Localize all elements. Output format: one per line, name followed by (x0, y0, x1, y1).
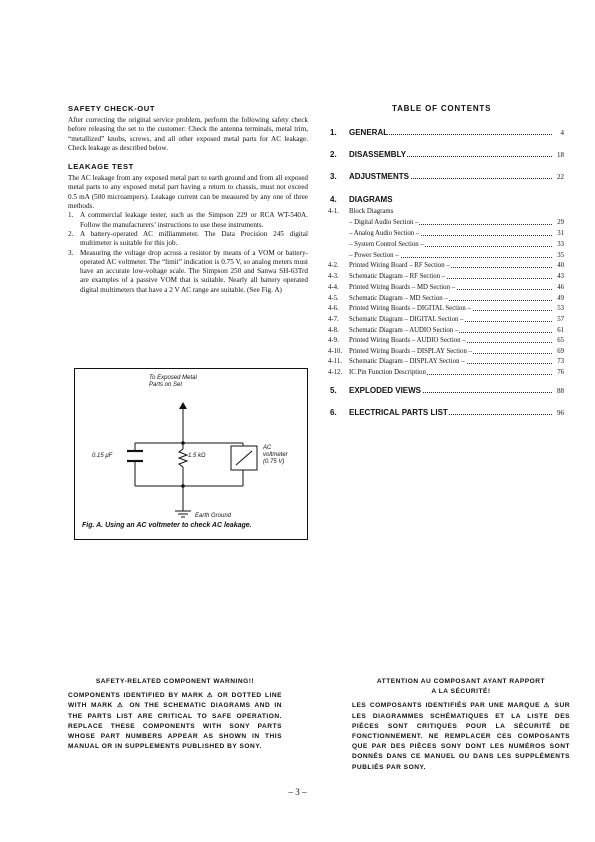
toc-subentry-number: 4-8. (328, 327, 339, 334)
label-exposed-metal-line2: Parts on Set (149, 382, 183, 388)
toc-subentry[interactable] (328, 357, 564, 366)
toc-subentry-number: 4-9. (328, 337, 339, 344)
toc-subentry-number: 4-5. (328, 295, 339, 302)
capacitor-value: 0.15 μF (92, 453, 113, 459)
toc-entry-page: 22 (557, 173, 564, 181)
toc-entry[interactable] (330, 195, 564, 205)
toc-subentry-title: – Analog Audio Section – (349, 230, 420, 237)
safety-warning-fr-title-line2: A LA SÉCURITÉ! (431, 688, 491, 696)
voltmeter-label-line3: (0.75 V) (263, 459, 285, 465)
toc-subentry-title: Schematic Diagram – MD Section – (349, 295, 448, 302)
safety-warning-title: SAFETY-RELATED COMPONENT WARNING!! (95, 678, 255, 685)
leakage-methods-list (68, 211, 308, 295)
toc-entry-page: 4 (560, 129, 564, 137)
toc-subentry-number: 4-10. (328, 348, 343, 355)
toc-subentry-number: 4-7. (328, 316, 339, 323)
toc-entry-page: 96 (557, 409, 564, 417)
figure-a-circuit (74, 368, 308, 540)
toc-entry-number: 6. (330, 408, 337, 417)
toc-subentry-title: – Power Section – (349, 252, 399, 259)
safety-checkout-text: After correcting the original service problem, perform the following safety check before releasing the set to the customer: Check the antenna terminals, metal trim, “metallized” knobs, screws, and all other exposed metal parts for AC leakage. Check leakage as described below. (68, 116, 308, 152)
toc-subentry-number: 4-11. (328, 358, 342, 365)
toc-subentry-page: 53 (557, 305, 564, 312)
toc-subentry[interactable] (328, 218, 564, 227)
list-item-text: A commercial leakage tester, such as the Simpson 229 or RCA WT-540A. Follow the manufacturers’ instructions to use these instruments. (80, 211, 308, 229)
toc-entry-number: 1. (330, 128, 337, 137)
toc-subentry-page: 46 (557, 284, 564, 291)
toc-entry-title: ELECTRICAL PARTS LIST (349, 408, 448, 417)
toc-subentry[interactable] (328, 368, 564, 377)
toc-subentry[interactable] (328, 315, 564, 324)
safety-warning-fr-title-line1: ATTENTION AU COMPOSANT AYANT RAPPORT (376, 678, 546, 685)
toc-subentry-title: IC Pin Function Description (349, 369, 426, 376)
safety-column (68, 104, 308, 295)
toc-subentry[interactable] (328, 283, 564, 292)
toc-entry-title: GENERAL (349, 128, 389, 137)
toc-subentry[interactable] (328, 251, 564, 260)
toc-entry-page: 18 (557, 151, 564, 159)
list-item-text: A battery-operated AC milliammeter. The Data Precision 245 digital multimeter is suitable for this job. (80, 229, 308, 248)
toc-subentry[interactable] (328, 272, 564, 281)
toc-subentry[interactable] (328, 326, 564, 335)
list-item-number: 3. (68, 248, 74, 257)
toc-subentry-page: 40 (557, 262, 564, 269)
toc-subentry-number: 4-12. (328, 369, 343, 376)
safety-warning-english (68, 677, 282, 752)
leakage-test-heading: LEAKAGE TEST (68, 162, 134, 172)
list-item (68, 230, 308, 249)
toc-subentry-page: 61 (557, 327, 564, 334)
toc-subentry-number: 4-1. (328, 208, 339, 215)
junction-dot (181, 441, 185, 445)
page-number: – 3 – (288, 787, 307, 797)
toc-subentry[interactable] (328, 207, 564, 216)
toc-subentry-title: Schematic Diagram – DISPLAY Section – (349, 358, 465, 365)
toc-subentry-page: 73 (557, 358, 564, 365)
list-item (68, 249, 308, 295)
voltmeter-label-line2: voltmeter (263, 452, 288, 458)
voltmeter-needle (236, 451, 252, 465)
toc-subentry-title: – System Control Section – (349, 241, 424, 248)
voltmeter-label-line1: AC (263, 445, 272, 451)
toc-subentry-page: 69 (557, 348, 564, 355)
toc-subentry-number: 4-3. (328, 273, 339, 280)
toc-subentry-title: Printed Wiring Boards – DISPLAY Section – (349, 348, 472, 355)
earth-ground-label: Earth Ground (195, 513, 232, 519)
toc-entry[interactable] (330, 150, 564, 160)
list-item-number: 1. (68, 211, 74, 220)
toc-subentry[interactable] (328, 240, 564, 249)
toc-subentry-page: 76 (557, 369, 564, 376)
toc-subentry-title: Block Diagrams (349, 208, 394, 215)
toc-subentry-page: 43 (557, 273, 564, 280)
toc-entry-number: 2. (330, 150, 337, 159)
toc-subentry-title: Printed Wiring Boards – DIGITAL Section – (349, 305, 471, 312)
voltmeter-label (263, 445, 288, 466)
arrow-up-icon (179, 402, 187, 409)
toc-entry-title: DISASSEMBLY (349, 150, 407, 159)
toc-entry-number: 5. (330, 386, 337, 395)
toc-entry[interactable] (330, 128, 564, 138)
toc-entry-title: ADJUSTMENTS (349, 172, 410, 181)
safety-checkout-heading: SAFETY CHECK-OUT (68, 104, 156, 113)
toc-subentry[interactable] (328, 261, 564, 270)
leakage-test-text: The AC leakage from any exposed metal part to earth ground and from all exposed metal parts to any exposed metal part having a return to chassis, must not exceed 0.5 mA (500 microampers). Leakage current can be measured by any one of three methods. (68, 174, 308, 211)
toc-subentry-page: 33 (557, 241, 564, 248)
safety-warning-french (352, 677, 570, 773)
toc-entry-page: 88 (557, 387, 564, 395)
toc-entry-number: 4. (330, 195, 337, 204)
label-exposed-metal (149, 375, 197, 389)
toc-subentry-number: 4-6. (328, 305, 339, 312)
label-exposed-metal-line1: To Exposed Metal (149, 375, 197, 381)
resistor-symbol (179, 449, 187, 467)
resistor-value: 1.5 kΩ (188, 453, 206, 459)
toc-subentry-page: 49 (557, 295, 564, 302)
toc-subentry[interactable] (328, 336, 564, 345)
toc-subentry-page: 57 (557, 316, 564, 323)
toc-subentry-title: Schematic Diagram – DIGITAL Section – (349, 316, 464, 323)
toc-entry-title: DIAGRAMS (349, 195, 393, 204)
junction-dot (181, 484, 185, 488)
toc-entry-title: EXPLODED VIEWS (349, 386, 422, 395)
toc-subentry-page: 35 (557, 252, 564, 259)
toc-subentry-page: 31 (557, 230, 564, 237)
toc-subentry-title: Printed Wiring Board – RF Section – (349, 262, 450, 269)
toc-entry[interactable] (330, 408, 564, 418)
toc-subentry[interactable] (328, 304, 564, 313)
toc-subentry-number: 4-4. (328, 284, 339, 291)
toc-title: TABLE OF CONTENTS (392, 104, 492, 113)
toc-subentry-title: Schematic Diagram – AUDIO Section – (349, 327, 459, 334)
list-item (68, 211, 308, 230)
list-item-number: 2. (68, 229, 74, 238)
toc-subentry-title: Schematic Diagram – RF Section – (349, 273, 446, 280)
toc-subentry[interactable] (328, 294, 564, 303)
toc-subentry-page: 29 (557, 219, 564, 226)
toc-subentry[interactable] (328, 229, 564, 238)
toc-subentry-title: Printed Wiring Boards – AUDIO Section – (349, 337, 466, 344)
toc-subentry-title: Printed Wiring Boards – MD Section – (349, 284, 456, 291)
figure-caption: Fig. A. Using an AC voltmeter to check AC leakage. (82, 522, 252, 529)
toc-subentry-page: 65 (557, 337, 564, 344)
toc-subentry[interactable] (328, 347, 564, 356)
toc-entry[interactable] (330, 386, 564, 396)
safety-warning-text: COMPONENTS IDENTIFIED BY MARK ⚠ OR DOTTED LINE WITH MARK ⚠ ON THE SCHEMATIC DIAGRAMS AND IN THE PARTS LIST ARE CRITICAL TO SAFE OPERATION. REPLACE THESE COMPONENTS WITH SONY PARTS WHOSE PART NUMBERS APPEAR AS SHOWN IN THIS MANUAL OR IN SUPPLEMENTS PUBLISHED BY SONY. (68, 692, 282, 751)
safety-warning-fr-text: LES COMPOSANTS IDENTIFIÉS PAR UNE MARQUE ⚠ SUR LES DIAGRAMMES SCHÉMATIQUES ET LA LISTE DES PIÈCES SONT CRITIQUES POUR LA SÉCURITÉ DE FONCTIONNEMENT. NE REMPLACER CES COMPOSANTS QUE PAR DES PIÈCES SONY DONT LES NUMÉROS SONT DONNÉS DANS CE MANUEL OU DANS LES SUPPLÉMENTS PUBLIÉS PAR SONY. (352, 702, 570, 771)
list-item-text: Measuring the voltage drop across a resistor by means of a VOM or battery-operated AC voltmeter. The “limit” indication is 0.75 V, so analog meters must have an accurate low-voltage scale. The Simpson 250 and Sanwa SH-63Trd are examples of a passive VOM that is suitable. Nearly all battery operated digital multimeters that have a 2 V AC range are suitable. (See Fig. A) (80, 248, 308, 294)
toc-subentry-title: – Digital Audio Section – (349, 219, 419, 226)
toc-entry-number: 3. (330, 172, 337, 181)
toc-subentry-number: 4-2. (328, 262, 339, 269)
toc-entry[interactable] (330, 172, 564, 182)
